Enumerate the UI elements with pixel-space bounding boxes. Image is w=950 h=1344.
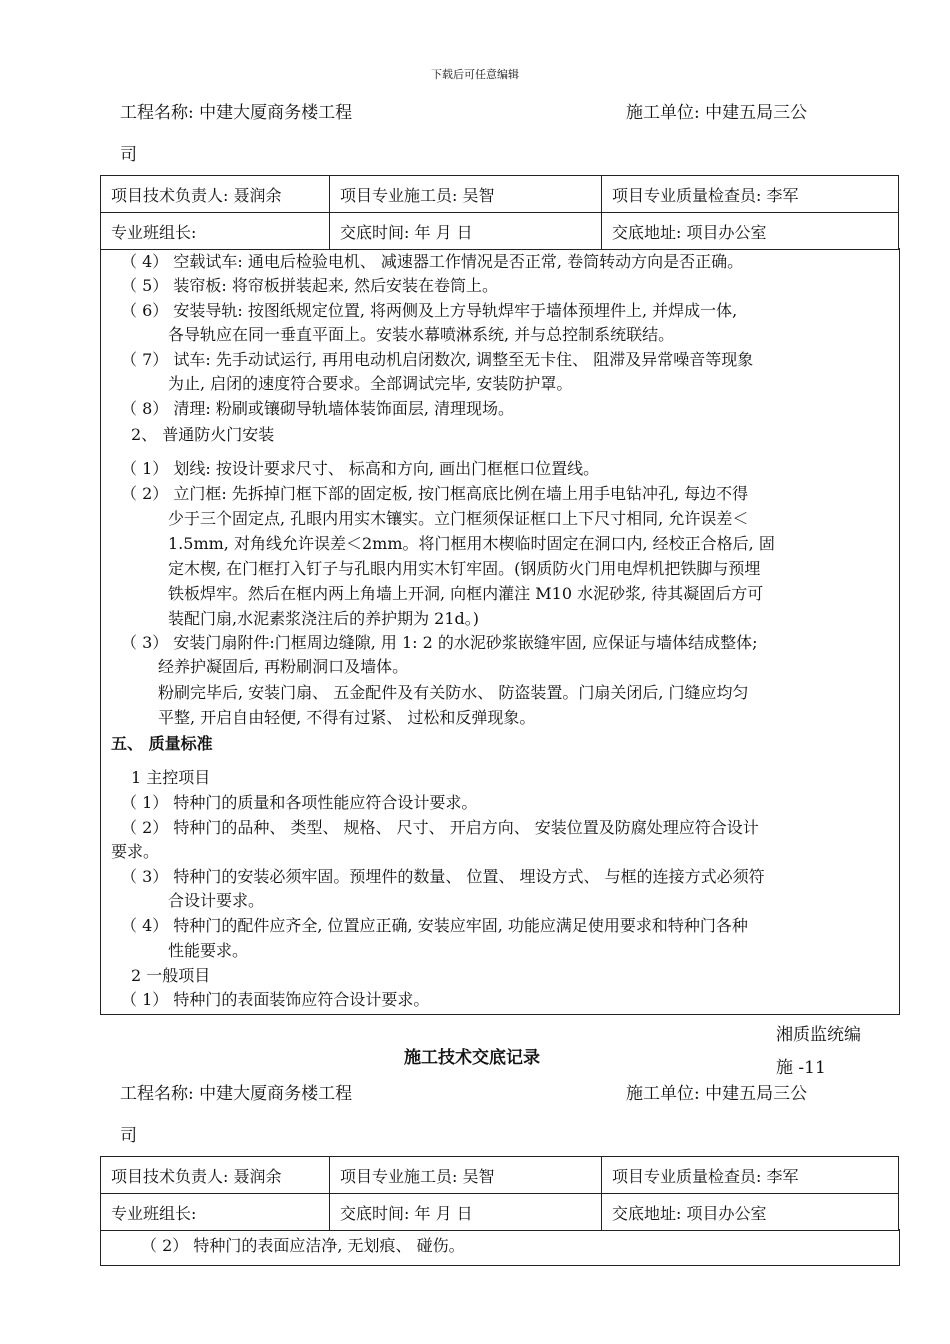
content-line: （ 2） 立门框: 先拆掉门框下部的固定板, 按门框高底比例在墙上用手电钻冲孔, 每边不得 (121, 484, 749, 503)
download-note: 下载后可任意编辑 (431, 68, 519, 81)
content-line: 性能要求。 (168, 941, 249, 960)
content-line: 铁板焊牢。然后在框内两上角墙上开洞, 向框内灌注 M10 水泥砂浆, 待其凝固后方可 (168, 584, 764, 603)
content-line: （ 3） 特种门的安装必须牢固。预埋件的数量、 位置、 埋设方式、 与框的连接方式必须符 (121, 867, 765, 886)
table-row (101, 176, 899, 213)
inspector-cell: 项目专业质量检查员: 李军 (602, 1157, 899, 1194)
header-table (100, 175, 899, 250)
content-line: （ 7） 试车: 先手动试运行, 再用电动机启闭数次, 调整至无卡住、 阻滞及异常噪音等现象 (121, 350, 754, 369)
briefing-time-cell: 交底时间: 年 月 日 (330, 213, 602, 250)
content-line: （ 5） 装帘板: 将帘板拼装起来, 然后安装在卷筒上。 (121, 276, 499, 295)
constructor-cell: 项目专业施工员: 吴智 (330, 176, 602, 213)
content-line: （ 1） 特种门的表面装饰应符合设计要求。 (121, 990, 430, 1009)
content-line: （ 2） 特种门的表面应洁净, 无划痕、 碰伤。 (141, 1236, 465, 1255)
briefing-time-cell: 交底时间: 年 月 日 (330, 1194, 602, 1231)
content-line: 平整, 开启自由轻便, 不得有过紧、 过松和反弹现象。 (158, 708, 536, 727)
project-name: 工程名称: 中建大厦商务楼工程 (120, 1084, 353, 1104)
subsection-heading: 2 一般项目 (131, 966, 211, 985)
content-line: 粉刷完毕后, 安装门扇、 五金配件及有关防水、 防盗装置。门扇关闭后, 门缝应均匀 (158, 683, 749, 702)
content-line: 少于三个固定点, 孔眼内用实木镶实。立门框须保证框口上下尺寸相同, 允许误差＜ (168, 509, 749, 528)
section-heading: 2、 普通防火门安装 (131, 425, 275, 444)
content-line: （ 3） 安装门扇附件:门框周边缝隙, 用 1: 2 的水泥砂浆嵌缝牢固, 应保证与墙体结成整体; (121, 633, 758, 652)
content-line: 合设计要求。 (168, 891, 265, 910)
contractor-wrap: 司 (120, 1126, 137, 1146)
content-line: （ 4） 空载试车: 通电后检验电机、 减速器工作情况是否正常, 卷筒转动方向是否正确。 (121, 252, 744, 271)
content-line: （ 1） 划线: 按设计要求尺寸、 标高和方向, 画出门框框口位置线。 (121, 459, 600, 478)
form-code-line1: 湘质监统编 (776, 1025, 861, 1045)
briefing-place-cell: 交底地址: 项目办公室 (602, 213, 899, 250)
contractor: 施工单位: 中建五局三公 (626, 1084, 808, 1104)
content-line: 为止, 启闭的速度符合要求。全部调试完毕, 安装防护罩。 (168, 374, 573, 393)
content-line: （ 8） 清理: 粉刷或镶砌导轨墙体装饰面层, 清理现场。 (121, 399, 515, 418)
content-line: 装配门扇,水泥素浆浇注后的养护期为 21d。) (168, 609, 480, 628)
tech-lead-cell: 项目技术负责人: 聂润余 (101, 1157, 330, 1194)
content-line: （ 1） 特种门的质量和各项性能应符合设计要求。 (121, 793, 478, 812)
subsection-heading: 1 主控项目 (131, 768, 211, 787)
constructor-cell: 项目专业施工员: 吴智 (330, 1157, 602, 1194)
content-line: 经养护凝固后, 再粉刷洞口及墙体。 (158, 657, 409, 676)
content-line: （ 6） 安装导轨: 按图纸规定位置, 将两侧及上方导轨焊牢于墙体预埋件上, 并焊成一体, (121, 301, 738, 320)
tech-lead-cell: 项目技术负责人: 聂润余 (101, 176, 330, 213)
quality-standard-heading: 五、 质量标准 (111, 734, 213, 753)
table-row (101, 1157, 899, 1194)
content-line: 定木楔, 在门框打入钉子与孔眼内用实木钉牢固。(钢质防火门用电焊机把铁脚与预埋 (168, 559, 761, 578)
inspector-cell: 项目专业质量检查员: 李军 (602, 176, 899, 213)
form-code-line2: 施 -11 (776, 1058, 826, 1078)
header-table (100, 1156, 899, 1231)
record-title: 施工技术交底记录 (404, 1048, 540, 1068)
content-line: 1.5mm, 对角线允许误差＜2mm。将门框用木楔临时固定在洞口内, 经校正合格后, 固 (168, 534, 775, 553)
team-leader-cell: 专业班组长: (101, 213, 330, 250)
content-line: （ 2） 特种门的品种、 类型、 规格、 尺寸、 开启方向、 安装位置及防腐处理应符合设计 (121, 818, 759, 837)
table-row (101, 1194, 899, 1231)
briefing-place-cell: 交底地址: 项目办公室 (602, 1194, 899, 1231)
table-row (101, 213, 899, 250)
content-line: 要求。 (111, 842, 160, 861)
content-line: 各导轨应在同一垂直平面上。安装水幕喷淋系统, 并与总控制系统联结。 (168, 325, 675, 344)
briefing-content (100, 248, 900, 1015)
content-line: （ 4） 特种门的配件应齐全, 位置应正确, 安装应牢固, 功能应满足使用要求和特种门各种 (121, 916, 748, 935)
contractor: 施工单位: 中建五局三公 (626, 103, 808, 123)
team-leader-cell: 专业班组长: (101, 1194, 330, 1231)
briefing-content (100, 1229, 900, 1266)
contractor-wrap: 司 (120, 145, 137, 165)
project-name: 工程名称: 中建大厦商务楼工程 (120, 103, 353, 123)
